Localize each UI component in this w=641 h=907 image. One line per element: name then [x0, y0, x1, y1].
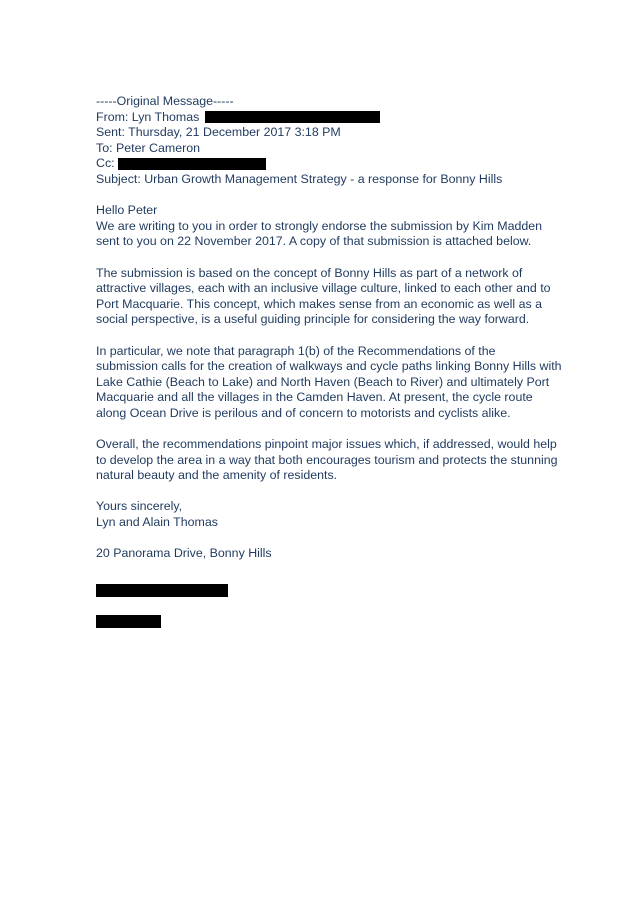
signature: Lyn and Alain Thomas	[96, 515, 218, 530]
redacted-block-1	[96, 584, 228, 597]
redacted-cc-address	[118, 158, 266, 170]
subject-field: Subject: Urban Growth Management Strategy - a response for Bonny Hills	[96, 171, 503, 186]
paragraph-1: We are writing to you in order to strongly endorse the submission by Kim Madden sent to you on 22 November 2017. A copy of that submission is attached below.	[96, 218, 543, 249]
redacted-block-2	[96, 615, 161, 628]
greeting: Hello Peter	[96, 203, 158, 218]
redacted-email-address	[205, 111, 380, 123]
paragraph-3: In particular, we note that paragraph 1(b) of the Recommendations of the submission calls for the creation of walkways and cycle paths linking Bonny Hills with Lake Cathie (Beach to Lake) and North Haven (Beach to River) and ultimately Port Macquarie and all the villages in the Camden Haven. At present, the cycle route along Ocean Drive is perilous and of concern to motorists and cyclists alike.	[96, 343, 562, 420]
email-document	[96, 94, 566, 628]
address: 20 Panorama Drive, Bonny Hills	[96, 546, 272, 561]
from-row	[96, 110, 566, 126]
from-field: From: Lyn Thomas	[96, 109, 200, 124]
to-field: To: Peter Cameron	[96, 140, 200, 155]
paragraph-2: The submission is based on the concept of Bonny Hills as part of a network of attractive villages, each with an inclusive village culture, linked to each other and to Port Macquarie. This concept, which makes sense from an economic as well as a social perspective, is a useful guiding principle for considering the way forward.	[96, 265, 551, 327]
cc-field: Cc:	[96, 156, 115, 171]
paragraph-4: Overall, the recommendations pinpoint major issues which, if addressed, would help to develop the area in a way that both encourages tourism and protects the stunning natural beauty and the amenity of residents.	[96, 437, 558, 483]
closing: Yours sincerely,	[96, 499, 183, 514]
cc-row	[96, 156, 566, 172]
original-message-marker: -----Original Message-----	[96, 94, 234, 108]
sent-field: Sent: Thursday, 21 December 2017 3:18 PM	[96, 125, 341, 140]
